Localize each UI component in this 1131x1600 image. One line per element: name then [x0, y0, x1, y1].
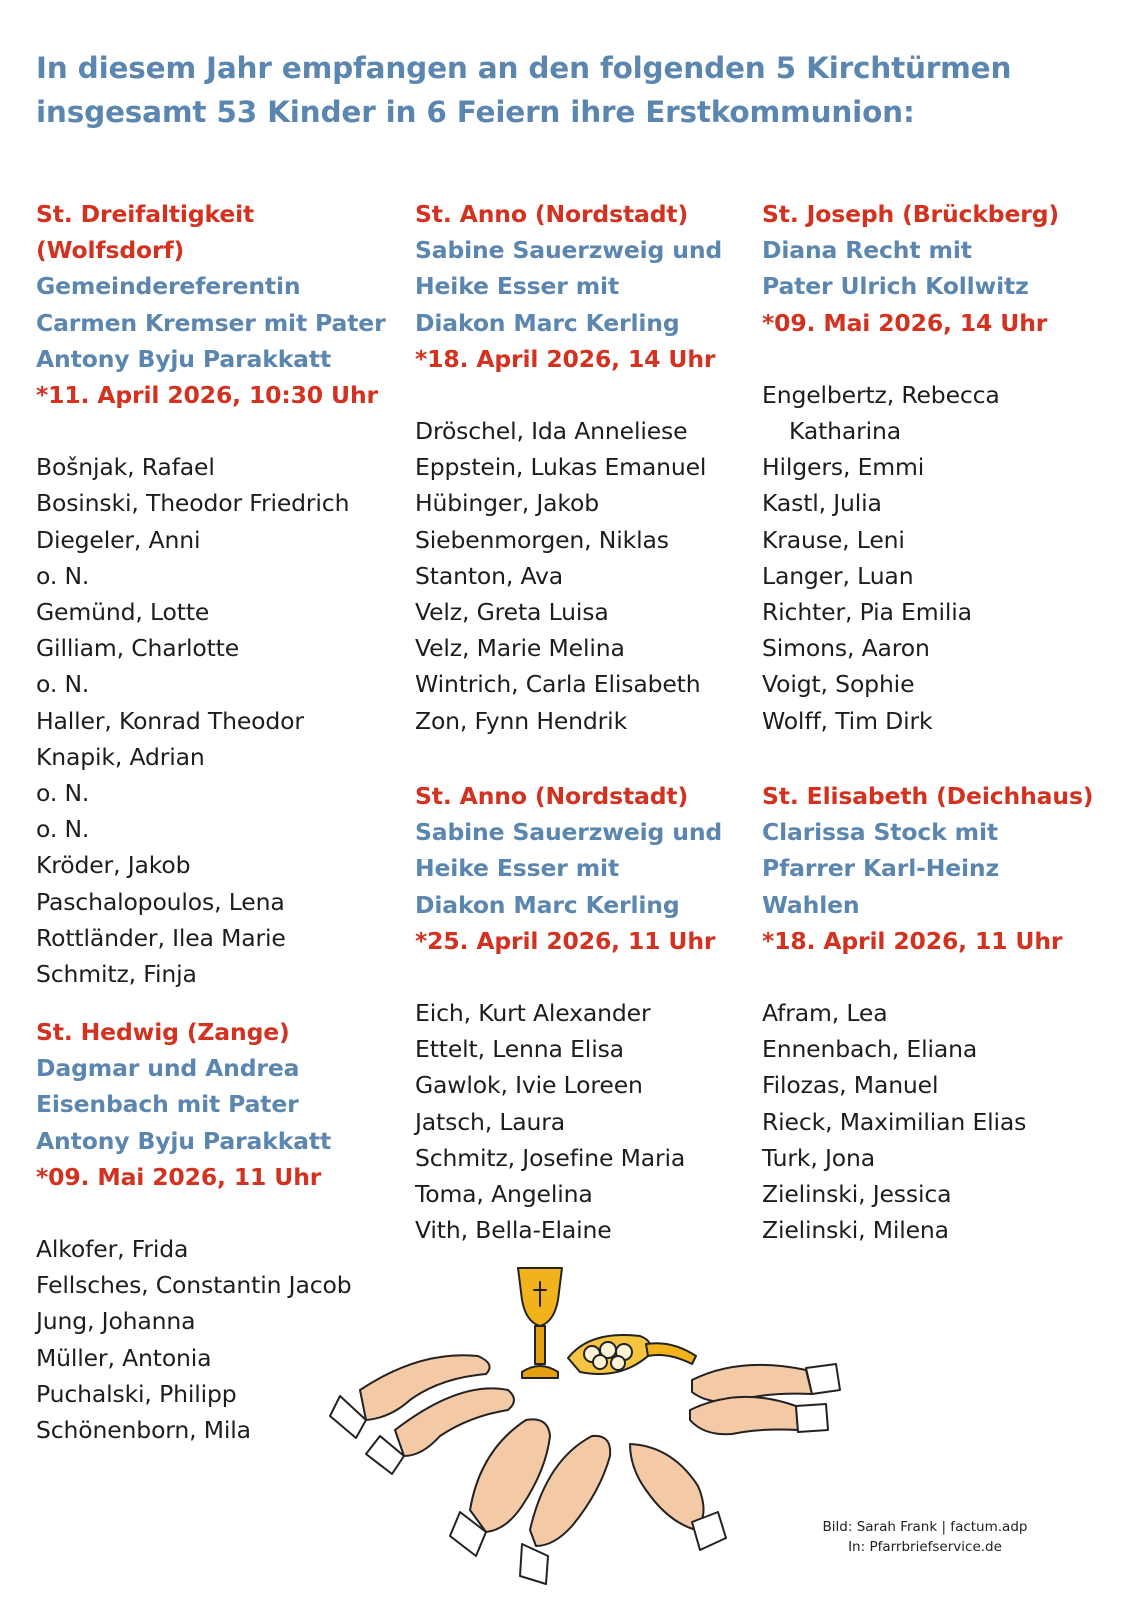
child-name: Filozas, Manuel [762, 1071, 939, 1100]
child-name: o. N. [36, 670, 90, 699]
child-name: Langer, Luan [762, 561, 914, 590]
child-name: Schmitz, Finja [36, 960, 197, 989]
child-name: o. N. [36, 779, 90, 808]
child-name: Toma, Angelina [415, 1180, 593, 1209]
child-name: Richter, Pia Emilia [762, 598, 972, 627]
celebration-leaders: Dagmar und Andrea Eisenbach mit Pater Antony Byju Parakkatt [36, 1054, 332, 1155]
hands-left-icon [330, 1355, 514, 1474]
child-name-continuation: Katharina [789, 417, 902, 446]
celebration-leaders: Sabine Sauerzweig und Heike Esser mit Diakon Marc Kerling [415, 236, 723, 337]
child-name: Puchalski, Philipp [36, 1379, 237, 1408]
child-name: Bosinski, Theodor Friedrich [36, 489, 350, 518]
child-name: Alkofer, Frida [36, 1235, 189, 1264]
celebration-block [762, 196, 1059, 739]
celebration-date: *11. April 2026, 10:30 Uhr [36, 381, 378, 410]
child-name: Engelbertz, Rebecca [762, 380, 1000, 409]
chalice-icon [518, 1268, 562, 1378]
child-name: Hübinger, Jakob [415, 489, 600, 518]
celebration-block [415, 778, 722, 1248]
children-list [36, 449, 386, 992]
image-credit [790, 1517, 1060, 1557]
children-list [762, 377, 1059, 739]
child-name: Paschalopoulos, Lena [36, 887, 285, 916]
credit-author: Bild: Sarah Frank | factum.adp [822, 1519, 1028, 1535]
hands-bottom-icon [450, 1419, 726, 1584]
child-name: Afram, Lea [762, 999, 888, 1028]
child-name: Fellsches, Constantin Jacob [36, 1271, 352, 1300]
child-name: Eich, Kurt Alexander [415, 999, 651, 1028]
child-name: Velz, Greta Luisa [415, 598, 609, 627]
child-name: Bošnjak, Rafael [36, 453, 215, 482]
child-name: Schmitz, Josefine Maria [415, 1143, 686, 1172]
celebration-date: *25. April 2026, 11 Uhr [415, 926, 716, 955]
child-name: Stanton, Ava [415, 561, 564, 590]
church-name: St. Joseph (Brückberg) [762, 200, 1059, 228]
celebration-leaders: Sabine Sauerzweig und Heike Esser mit Diakon Marc Kerling [415, 818, 723, 919]
child-name: Dröschel, Ida Anneliese [415, 417, 688, 446]
child-name: Voigt, Sophie [762, 670, 915, 699]
page-headline: In diesem Jahr empfangen an den folgenden 5 Kirchtürmen insgesamt 53 Kinder in 6 Feiern ihre Erstkommunion: [36, 51, 1012, 129]
celebration-block [762, 778, 1093, 1248]
child-name: Müller, Antonia [36, 1343, 212, 1372]
church-name: St. Anno (Nordstadt) [415, 782, 689, 810]
celebration-leaders: Diana Recht mit Pater Ulrich Kollwitz [762, 236, 1029, 301]
host-bowl-icon [568, 1335, 696, 1374]
child-name: Zon, Fynn Hendrik [415, 706, 628, 735]
child-name: Eppstein, Lukas Emanuel [415, 453, 707, 482]
children-list [415, 995, 722, 1248]
child-name: Schönenborn, Mila [36, 1416, 251, 1445]
celebration-date: *18. April 2026, 11 Uhr [762, 926, 1063, 955]
celebration-date: *09. Mai 2026, 14 Uhr [762, 308, 1048, 337]
celebration-leaders: Clarissa Stock mit Pfarrer Karl-Heinz Wahlen [762, 818, 1000, 919]
child-name: Knapik, Adrian [36, 742, 205, 771]
celebration-date: *09. Mai 2026, 11 Uhr [36, 1162, 322, 1191]
child-name: Kröder, Jakob [36, 851, 191, 880]
credit-source: In: Pfarrbriefservice.de [848, 1539, 1002, 1555]
child-name: Ettelt, Lenna Elisa [415, 1035, 624, 1064]
child-name: Gawlok, Ivie Loreen [415, 1071, 643, 1100]
child-name: Gilliam, Charlotte [36, 634, 240, 663]
church-name: St. Hedwig (Zange) [36, 1018, 290, 1046]
hands-right-icon [690, 1364, 840, 1434]
communion-hands-illustration [300, 1260, 860, 1590]
child-name: Simons, Aaron [762, 634, 930, 663]
church-name: St. Anno (Nordstadt) [415, 200, 689, 228]
celebration-date: *18. April 2026, 14 Uhr [415, 344, 716, 373]
child-name: o. N. [36, 561, 90, 590]
celebration-block [415, 196, 722, 739]
child-name: Velz, Marie Melina [415, 634, 625, 663]
child-name: Vith, Bella-Elaine [415, 1216, 612, 1245]
child-name: Jung, Johanna [36, 1307, 196, 1336]
church-name: St. Dreifaltigkeit (Wolfsdorf) [36, 200, 255, 265]
child-name: Kastl, Julia [762, 489, 882, 518]
child-name: Wintrich, Carla Elisabeth [415, 670, 701, 699]
celebration-leaders: Gemeindereferentin Carmen Kremser mit Pater Antony Byju Parakkatt [36, 272, 386, 373]
child-name: Haller, Konrad Theodor [36, 706, 304, 735]
celebration-block [36, 196, 386, 992]
child-name: Rottländer, Ilea Marie [36, 923, 286, 952]
child-name: Hilgers, Emmi [762, 453, 925, 482]
child-name: Rieck, Maximilian Elias [762, 1107, 1027, 1136]
child-name: Zielinski, Jessica [762, 1180, 952, 1209]
children-list [415, 413, 722, 739]
child-name: Diegeler, Anni [36, 525, 201, 554]
child-name: Zielinski, Milena [762, 1216, 949, 1245]
child-name: Krause, Leni [762, 525, 905, 554]
child-name: Wolff, Tim Dirk [762, 706, 933, 735]
church-name: St. Elisabeth (Deichhaus) [762, 782, 1094, 810]
child-name: Jatsch, Laura [415, 1107, 566, 1136]
child-name: Turk, Jona [762, 1143, 875, 1172]
child-name: o. N. [36, 815, 90, 844]
children-list [762, 995, 1093, 1248]
child-name: Ennenbach, Eliana [762, 1035, 978, 1064]
child-name: Siebenmorgen, Niklas [415, 525, 669, 554]
child-name: Gemünd, Lotte [36, 598, 210, 627]
